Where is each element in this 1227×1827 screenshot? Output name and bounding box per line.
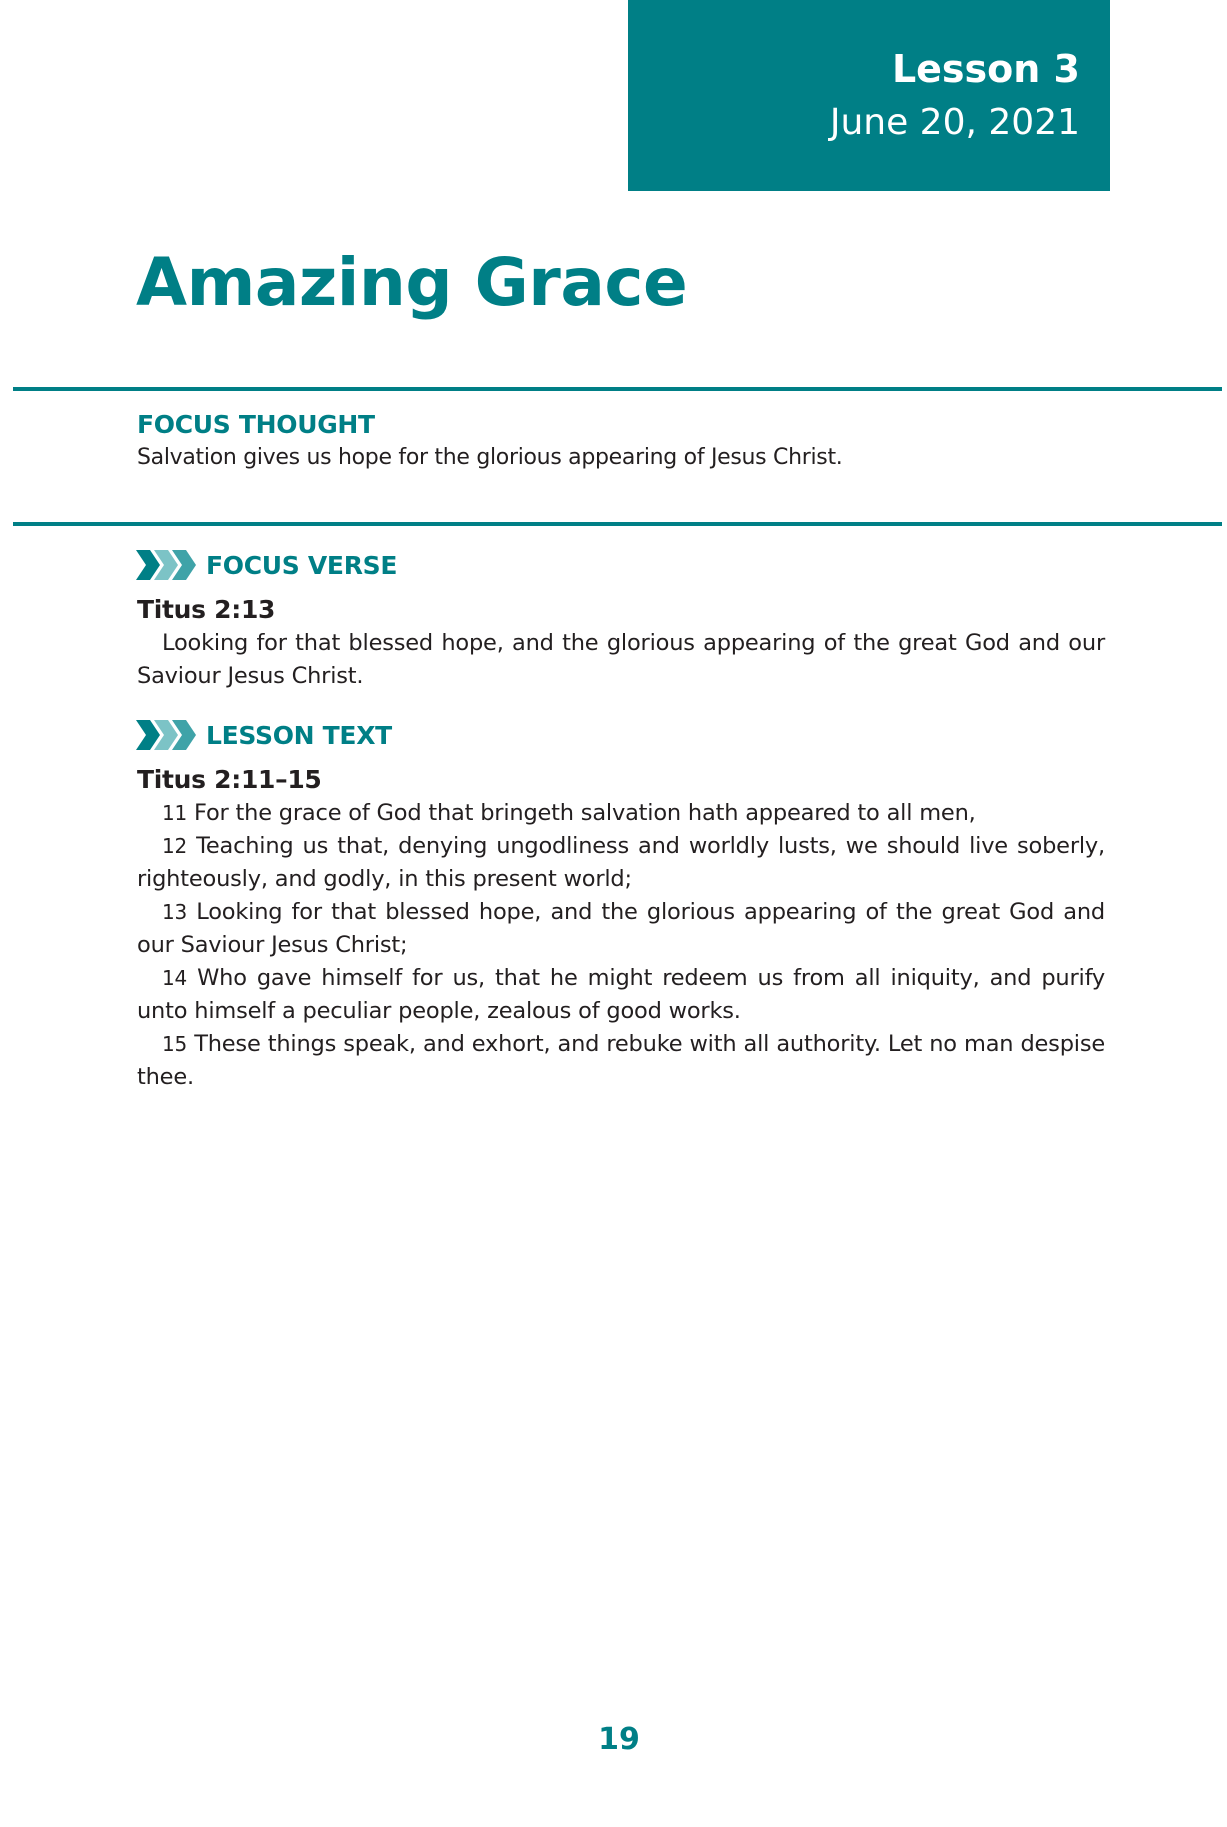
chevrons-icon [136,550,198,580]
verse-text: Looking for that blessed hope, and the glorious appearing of the great God and our Saviour Jesus Christ; [137,899,1105,958]
verse-11 [137,797,1105,830]
divider-top [13,387,1222,391]
focus-verse-heading [136,548,397,582]
verse-number: 12 [162,834,188,858]
focus-verse-label: FOCUS VERSE [206,550,398,580]
divider-bottom [13,522,1222,526]
lesson-number: Lesson 3 [891,47,1080,91]
focus-verse-reference: Titus 2:13 [137,595,276,624]
page-title: Amazing Grace [136,244,688,321]
lesson-text-label: LESSON TEXT [206,720,392,750]
lesson-verses [137,797,1105,1094]
verse-number: 14 [162,966,188,990]
chevrons-icon [136,720,198,750]
focus-thought-text: Salvation gives us hope for the glorious appearing of Jesus Christ. [137,445,843,470]
focus-verse-text: Looking for that blessed hope, and the glorious appearing of the great God and our Saviour Jesus Christ. [137,630,1105,689]
verse-number: 13 [162,900,188,924]
verse-13 [137,896,1105,962]
lesson-text-heading [136,718,392,752]
focus-thought-heading: FOCUS THOUGHT [137,410,375,439]
verse-14 [137,962,1105,1028]
verse-text: These things speak, and exhort, and rebuke with all authority. Let no man despise thee. [137,1031,1106,1090]
lesson-text-reference: Titus 2:11–15 [137,765,322,794]
verse-number: 11 [162,801,188,825]
verse-text: For the grace of God that bringeth salvation hath appeared to all men, [194,800,976,826]
verse-number: 15 [162,1032,188,1056]
page-number: 19 [598,1722,640,1757]
verse-text: Teaching us that, denying ungodliness and worldly lusts, we should live soberly, righteously, and godly, in this present world; [137,833,1105,892]
verse-12 [137,830,1105,896]
lesson-header-box [628,0,1110,191]
verse-15 [137,1028,1105,1094]
focus-verse-body [137,627,1105,693]
verse-text: Who gave himself for us, that he might redeem us from all iniquity, and purify unto himself a peculiar people, zealous of good works. [137,965,1106,1024]
lesson-date: June 20, 2021 [829,102,1080,143]
